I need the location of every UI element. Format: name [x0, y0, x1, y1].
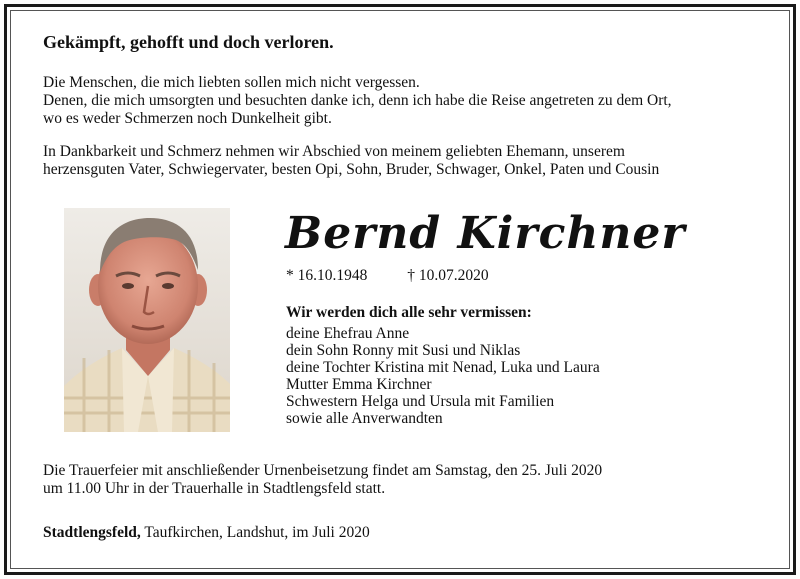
mourner-line: sowie alle Anverwandten [286, 410, 443, 427]
portrait-photo [64, 208, 230, 432]
place-main: Stadtlengsfeld, [43, 524, 141, 541]
mourner-line: dein Sohn Ronny mit Susi und Niklas [286, 342, 521, 359]
mourners-heading: Wir werden dich alle sehr vermissen: [286, 304, 532, 321]
poem-line: Denen, die mich umsorgten und besuchten danke ich, denn ich habe die Reise angetreten zu dem Ort, [43, 92, 672, 109]
mourner-line: Schwestern Helga und Ursula mit Familien [286, 393, 555, 410]
poem-text [43, 74, 672, 128]
deceased-name: Bernd Kirchner [285, 208, 686, 259]
farewell-text [43, 143, 659, 179]
farewell-line: herzensguten Vater, Schwiegervater, besten Opi, Sohn, Bruder, Schwager, Onkel, Paten und Cousin [43, 161, 660, 178]
motto-heading: Gekämpft, gehofft und doch verloren. [43, 32, 334, 52]
ceremony-line: Die Trauerfeier mit anschließender Urnenbeisetzung findet am Samstag, den 25. Juli 2020 [43, 462, 603, 479]
birth-date: * 16.10.1948 [286, 267, 368, 284]
place-date-line [43, 524, 370, 542]
mourner-line: deine Tochter Kristina mit Nenad, Luka und Laura [286, 359, 600, 376]
place-rest: Taufkirchen, Landshut, im Juli 2020 [140, 524, 370, 541]
farewell-line: In Dankbarkeit und Schmerz nehmen wir Abschied von meinem geliebten Ehemann, unserem [43, 143, 625, 160]
ceremony-text [43, 462, 602, 498]
death-date: † 10.07.2020 [407, 267, 489, 284]
ceremony-line: um 11.00 Uhr in der Trauerhalle in Stadtlengsfeld statt. [43, 480, 386, 497]
mourners-list [286, 325, 600, 427]
portrait-illustration [64, 208, 230, 432]
poem-line: wo es weder Schmerzen noch Dunkelheit gibt. [43, 110, 332, 127]
poem-line: Die Menschen, die mich liebten sollen mich nicht vergessen. [43, 74, 420, 91]
mourner-line: Mutter Emma Kirchner [286, 376, 432, 393]
mourner-line: deine Ehefrau Anne [286, 325, 410, 342]
life-dates [286, 267, 489, 285]
